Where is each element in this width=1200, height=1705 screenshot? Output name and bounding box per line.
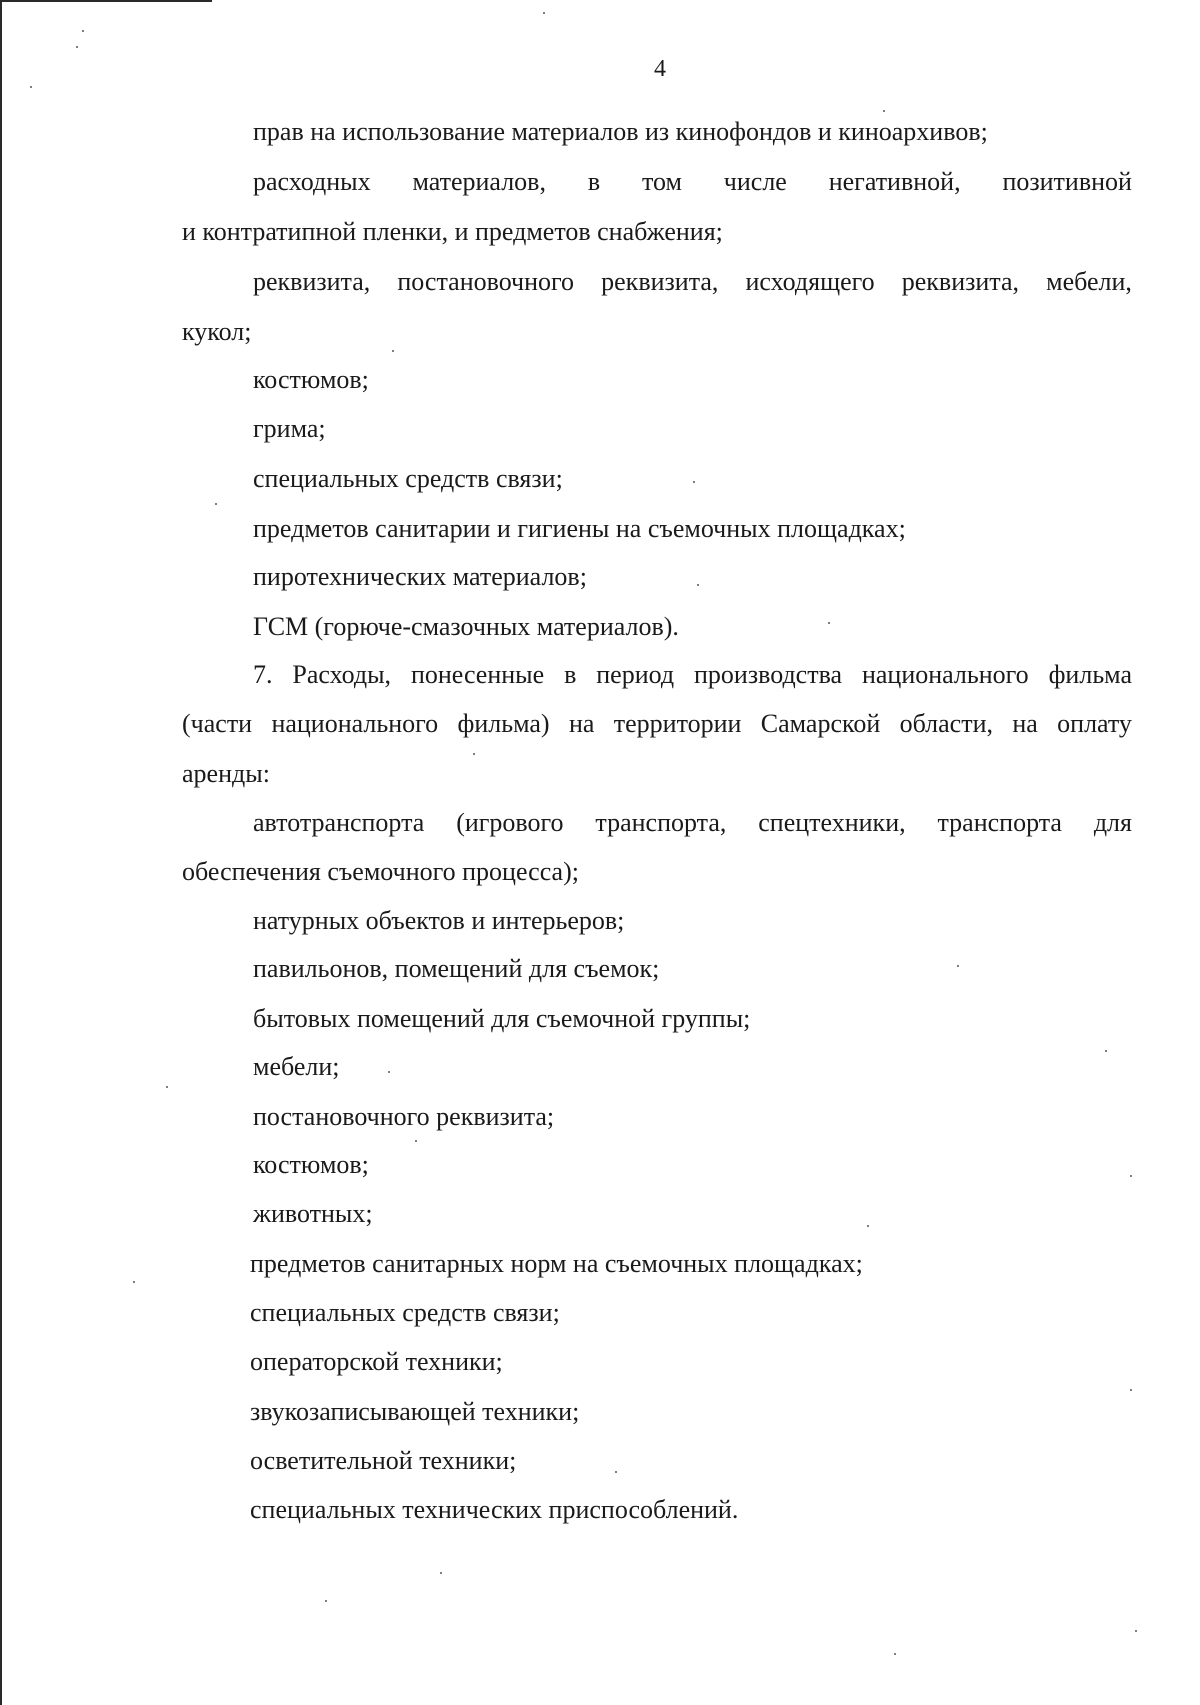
text-word: на (568, 709, 595, 738)
text-line: постановочного реквизита; (253, 1102, 555, 1131)
text-word: понесенные (410, 660, 545, 689)
text-word: том (641, 167, 682, 196)
text-line: прав на использование материалов из кинофондов и киноархивов; (253, 117, 988, 146)
text-word: области, (899, 709, 993, 738)
text-word: мебели, (1046, 267, 1132, 296)
text-line: кукол; (182, 317, 252, 346)
text-line (253, 266, 1132, 298)
text-word: национального (861, 660, 1029, 689)
text-word: исходящего (745, 267, 875, 296)
text-line: специальных технических приспособлений. (250, 1495, 739, 1524)
text-word: в (587, 167, 601, 196)
text-line: натурных объектов и интерьеров; (253, 906, 625, 935)
page-number: 4 (654, 56, 666, 82)
text-word: реквизита, (601, 267, 719, 296)
scan-speck (1135, 1630, 1137, 1632)
text-word: негативной, (828, 167, 961, 196)
text-word: национального (271, 709, 439, 738)
scan-speck (388, 1071, 390, 1073)
scan-speck (440, 1572, 442, 1574)
text-word: автотранспорта (253, 808, 425, 837)
text-line: обеспечения съемочного процесса); (182, 857, 579, 886)
text-line (182, 708, 1132, 740)
text-line: животных; (253, 1199, 373, 1228)
text-line: и контратипной пленки, и предметов снабжения; (182, 217, 723, 246)
scan-speck (543, 12, 545, 14)
text-word: числе (723, 167, 787, 196)
text-line: предметов санитарии и гигиены на съемочных площадках; (253, 514, 906, 543)
scan-speck (1130, 1389, 1132, 1391)
text-word: (части (182, 709, 253, 738)
text-line: грима; (253, 414, 326, 443)
scan-edge-top (0, 0, 212, 2)
text-word: фильма (1048, 660, 1132, 689)
text-line: пиротехнических материалов; (253, 562, 587, 591)
text-line: специальных средств связи; (253, 464, 563, 493)
scan-speck (215, 503, 217, 505)
text-line: павильонов, помещений для съемок; (253, 954, 660, 983)
text-word: постановочного (397, 267, 575, 296)
text-word: Самарской (760, 709, 881, 738)
text-line: костюмов; (253, 365, 369, 394)
text-word: позитивной (1002, 167, 1132, 196)
scan-speck (473, 753, 475, 755)
text-line (253, 659, 1132, 691)
scan-speck (30, 86, 32, 88)
text-line: специальных средств связи; (250, 1298, 560, 1327)
scan-speck (1130, 1175, 1132, 1177)
text-line: предметов санитарных норм на съемочных площадках; (250, 1249, 863, 1278)
scan-speck (697, 584, 699, 586)
text-word: Расходы, (292, 660, 392, 689)
scan-speck (693, 481, 695, 483)
text-line: бытовых помещений для съемочной группы; (253, 1004, 751, 1033)
text-word: в (564, 660, 577, 689)
text-line (253, 166, 1132, 198)
text-word: спецтехники, (758, 808, 906, 837)
scan-edge-left (0, 0, 2, 1705)
text-word: реквизита, (901, 267, 1020, 296)
text-word: транспорта, (595, 808, 727, 837)
scan-speck (76, 46, 78, 48)
scan-speck (325, 1600, 327, 1602)
text-word: транспорта (937, 808, 1062, 837)
scan-speck (615, 1471, 617, 1473)
scan-speck (1105, 1050, 1107, 1052)
scan-speck (894, 1653, 896, 1655)
text-word: производства (694, 660, 843, 689)
text-word: территории (613, 709, 742, 738)
scan-speck (957, 965, 959, 967)
text-line: мебели; (253, 1052, 340, 1081)
text-word: на (1012, 709, 1038, 738)
text-word: (игрового (456, 808, 564, 837)
text-word: реквизита, (253, 267, 371, 296)
text-word: для (1093, 808, 1132, 837)
text-word: материалов, (412, 167, 546, 196)
text-word: период (596, 660, 675, 689)
text-line: костюмов; (253, 1150, 369, 1179)
text-line: аренды: (182, 759, 270, 788)
text-line: ГСМ (горюче-смазочных материалов). (253, 612, 679, 641)
text-word: 7. (253, 660, 273, 689)
text-line (253, 807, 1132, 839)
text-word: расходных (253, 167, 371, 196)
text-word: оплату (1057, 709, 1132, 738)
scan-speck (82, 30, 84, 32)
scan-speck (392, 350, 394, 352)
text-line: осветительной техники; (250, 1446, 517, 1475)
text-line: операторской техники; (250, 1347, 503, 1376)
scan-speck (828, 622, 830, 624)
scan-speck (133, 1281, 135, 1283)
scan-speck (883, 110, 885, 112)
text-word: фильма) (457, 709, 550, 738)
scan-speck (415, 1140, 417, 1142)
text-line: звукозаписывающей техники; (250, 1397, 580, 1426)
scan-speck (867, 1225, 869, 1227)
scan-speck (166, 1086, 168, 1088)
